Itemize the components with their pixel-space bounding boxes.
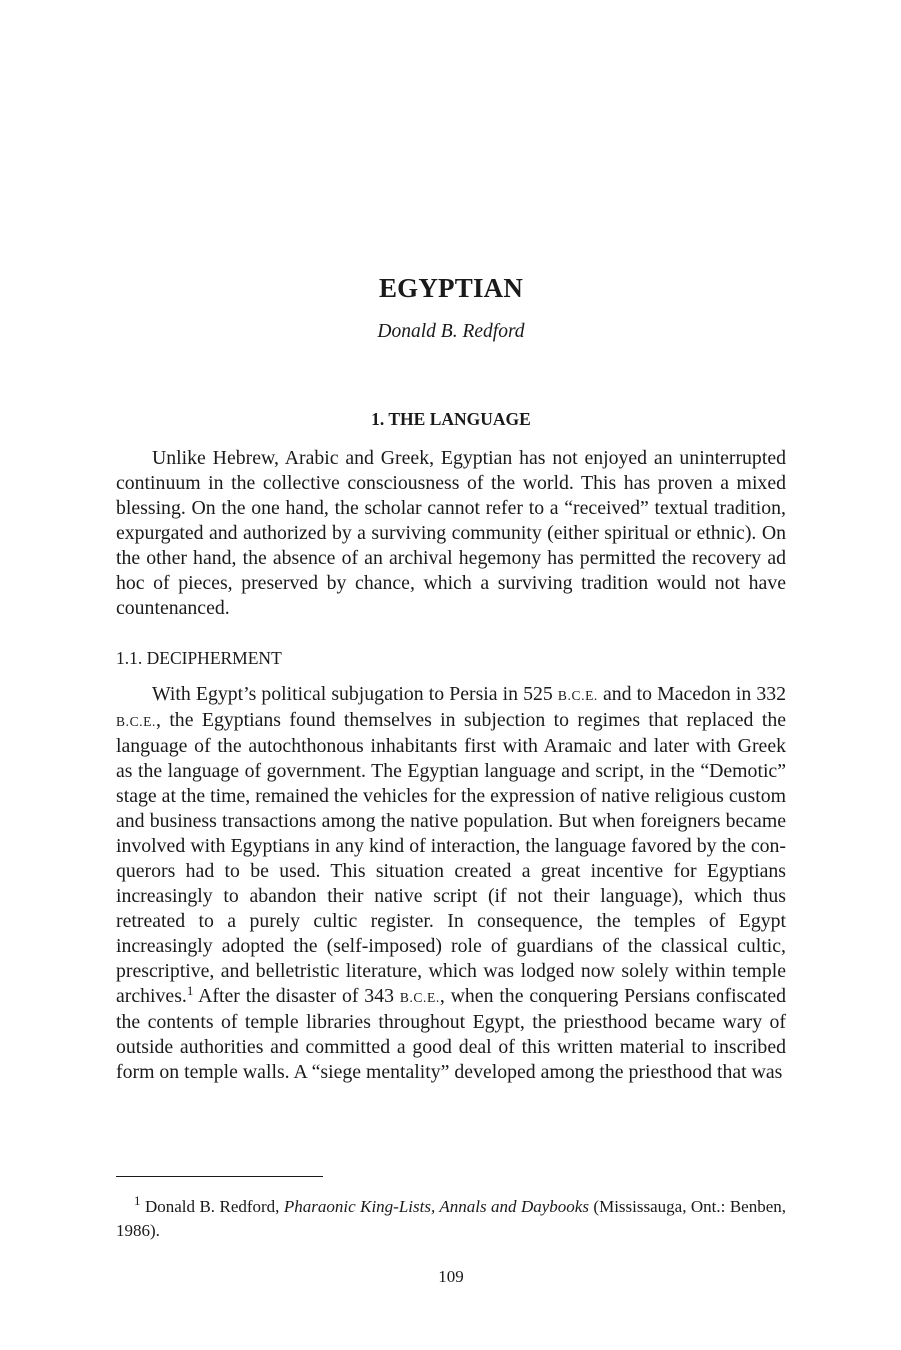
paragraph-text: , the Egyptians found themselves in subjection to regimes that replaced the language of the autochthonous inhabitants first with Aramaic and later with Greek as the language of government. The Egyptian language and script, in the “Demotic” stage at the time, remained the vehicles for the expression of native religious custom and business transactions among the native population. But when foreigners became involved with Egyptians in any kind of interaction, the language favored by the conquerors had to be used. This situation created a great incentive for Egyptians increasingly to abandon their native script (if not their language), which thus retreated to a purely cultic register. In consequence, the temples of Egypt increasingly adopted the (self-imposed) role of guardians of the classical cultic, prescriptive, and belletristic literature, which was lodged now solely within temple archives.: [116, 709, 786, 1007]
paragraph-text: , when the conquering Persians confiscated the contents of temple libraries throughout Egypt, the priesthood became wary of outside authorities and committed a good deal of this written material to inscribed form on temple walls. A “siege mentality” developed among the priesthood that was: [116, 985, 787, 1083]
paragraph-text: After the disaster of 343: [193, 985, 400, 1007]
article-author: Donald B. Redford: [377, 321, 525, 342]
footnote-text: Donald B. Redford,: [140, 1197, 284, 1216]
footnote-book-title: Pharaonic King-Lists, Annals and Daybooks: [283, 1197, 589, 1216]
footnote-text: (Mississauga, Ont.: Benben, 1986).: [116, 1197, 786, 1240]
footnote-divider: [116, 1176, 323, 1177]
paragraph-text: With Egypt’s political subjugation to Persia in 525: [152, 683, 558, 705]
body-paragraph-1: Unlike Hebrew, Arabic and Greek, Egyptian has not enjoyed an uninterrupted continuum in the collective consciousness of the world. This has proven a mixed blessing. On the one hand, the scholar cannot refer to a “received” textual tradition, expurgated and authorized by a surviving community (either spiritual or ethnic). On the other hand, the absence of an archival hegemony has permitted the recovery ad hoc of pieces, preserved by chance, which a surviving tradition would not have countenanced.: [116, 447, 786, 619]
article-title: EGYPTIAN: [378, 273, 524, 303]
era-abbreviation: B.C.E.: [557, 688, 598, 703]
era-abbreviation: B.C.E.: [116, 714, 156, 729]
subsection-heading: 1.1. DECIPHERMENT: [116, 648, 282, 668]
paragraph-text: and to Macedon in 332: [597, 683, 786, 705]
section-heading: 1. THE LANGUAGE: [371, 409, 531, 429]
footnote: [116, 1195, 786, 1243]
page-number: 109: [438, 1267, 464, 1286]
era-abbreviation: B.C.E.: [399, 990, 440, 1005]
footnote-reference: 1: [186, 983, 194, 998]
book-page: [116, 0, 786, 1350]
body-paragraph-2: [116, 682, 786, 1085]
footnote-number: 1: [134, 1193, 141, 1208]
